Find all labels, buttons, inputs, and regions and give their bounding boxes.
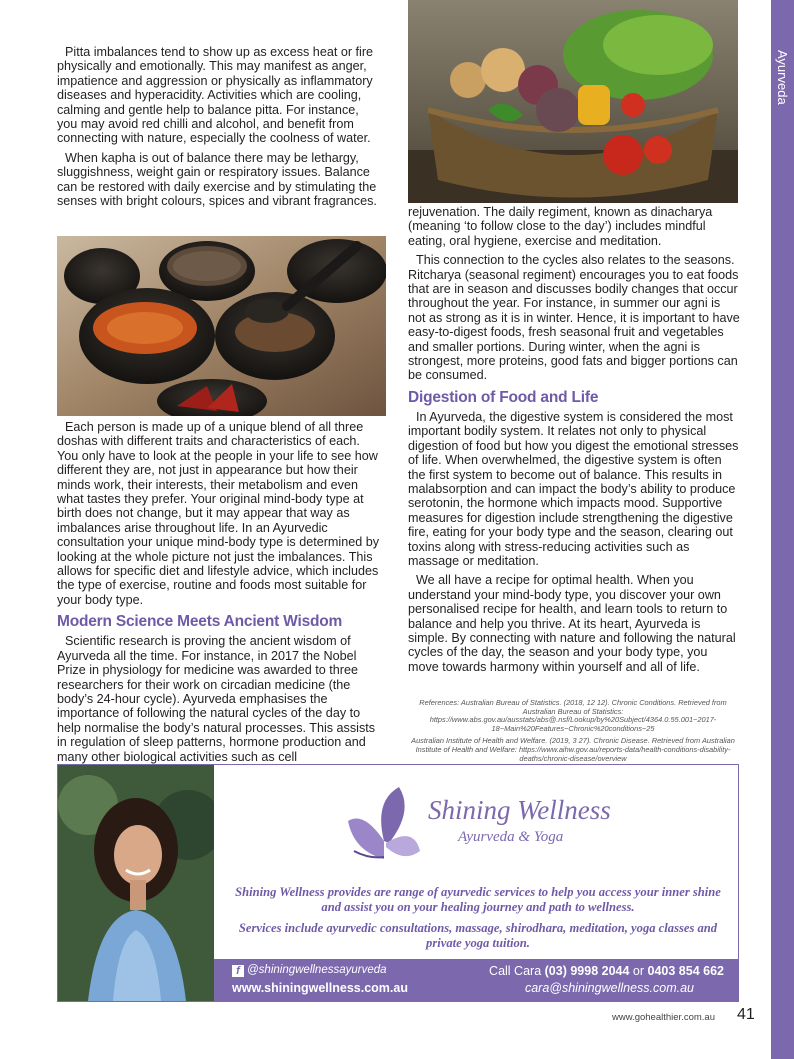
call-label: Call Cara (489, 964, 542, 978)
advertisement (57, 764, 739, 1002)
paragraph: Each person is made up of a unique blend of all three doshas with different traits and characteristics of each. You only have to look at the people in your life to see how different they are, not just in appearance but how their minds work, their interests, their metabolism and even what tastes they prefer. Your original mind-body type at birth does not change, but it may appear that way as imbalances arise throughout life. In an Ayurvedic consultation your unique mind-body type is determined by looking at the whole picture not just the imbalances. This allows for specific diet and lifestyle advice, which includes the type of exercise, routine and foods most suitable for your body type. (57, 420, 380, 607)
portrait-photo (58, 765, 214, 1001)
left-column-bottom (57, 420, 382, 769)
website-link[interactable]: www.shiningwellness.com.au (232, 981, 408, 995)
paragraph: Scientific research is proving the ancient wisdom of Ayurveda all the time. For instance, in 2017 the Nobel Prize in physiology for medicine was awarded to three researchers for their work on circadian medicine (the body’s 24-hour cycle). Ayurveda emphasises the importance of following the natural cycles of the day to help normalise the body’s natural processes. This assists in regulation of sleep patterns, hormone production and many other biological activities such as cell (57, 634, 376, 764)
mobile-number[interactable]: 0403 854 662 (647, 964, 724, 978)
vegetables-photo (408, 0, 738, 203)
ad-contact-bar (214, 959, 738, 1001)
section-heading: Modern Science Meets Ancient Wisdom (57, 613, 343, 631)
paragraph: rejuvenation. The daily regiment, known as dinacharya (meaning ‘to follow close to the day’) includes mindful eating, oral hygiene, exercise and meditation. (408, 205, 713, 248)
right-column (408, 205, 740, 679)
spices-photo (57, 236, 386, 416)
page-number: 41 (737, 1006, 755, 1023)
section-heading: Digestion of Food and Life (408, 388, 599, 406)
left-column-top (57, 45, 377, 213)
ad-services: Services include ayurvedic consultations, massage, shirodhara, meditation, yoga classes and private yoga tuition. (238, 921, 718, 950)
or-label: or (632, 964, 645, 978)
phone-number[interactable]: (03) 9998 2044 (544, 964, 630, 978)
paragraph: We all have a recipe for optimal health. When you understand your mind-body type, you discover your own personalised recipe for health, and learn tools to return to balance and help you thrive. At its heart, Ayurveda is simple. By connecting with nature and following the natural cycles of the day, the season and your body type, you move towards harmony within yourself and all of life. (408, 573, 736, 674)
facebook-icon: f (232, 965, 244, 977)
section-tab-label: Ayurveda (775, 50, 790, 105)
email-link[interactable]: cara@shiningwellness.com.au (524, 981, 694, 995)
ad-description: Shining Wellness provides are range of ayurvedic services to help you access your inner shine and assist you on your healing journey and path to wellness. (235, 885, 721, 914)
reference-item: Australian Institute of Health and Welfare. (2019, 3 27). Chronic Disease. Retrieved from Australian Institute of Health and Welfare: https://www.aihw.gov.au/reports-data/health-conditions-disability-deaths/chronic-disease/overview (411, 736, 735, 763)
facebook-handle: @shiningwellnessayurveda (247, 964, 387, 976)
paragraph: This connection to the cycles also relates to the seasons. Ritcharya (seasonal regiment) encourages you to eat foods that are in season and discusses bodily changes that occur throughout the year. For instance, in summer our agni is not as strong as it is in winter. Hence, it is important to have easy-to-digest foods, fresh seasonal fruit and vegetables and smaller portions. During winter, when the agni is strongest, more proteins, good fats and bigger portions can be consumed. (408, 253, 740, 383)
references (408, 699, 738, 767)
brand-tagline: Ayurveda & Yoga (458, 829, 564, 845)
brand-name: Shining Wellness (428, 795, 611, 825)
vegetables-illustration (408, 0, 738, 203)
phone-contact (489, 964, 724, 978)
footer-url[interactable]: www.gohealthier.com.au (612, 1012, 715, 1023)
portrait-illustration (58, 765, 214, 1001)
section-tab (771, 0, 794, 1059)
paragraph: Pitta imbalances tend to show up as excess heat or fire physically and emotionally. This may manifest as anger, impatience and aggression or physically as inflammatory diseases and hyperacidity. Activities which are cooling, calming and gentle help to balance pitta. For instance, you may avoid red chilli and alcohol, and benefit from connecting with nature, especially the coolness of water. (57, 45, 374, 146)
spices-illustration (57, 236, 386, 416)
butterfly-icon (344, 781, 424, 867)
facebook-link[interactable] (232, 964, 387, 977)
brand-logo (344, 781, 424, 867)
reference-item: References: Australian Bureau of Statistics. (2018, 12 12). Chronic Conditions. Retrieved from Australian Bureau of Statistics: https://www.abs.gov.au/ausstats/abs@.nsf/Lookup/by%20Subject/4364.0.55.001~2017-18~Main%20Features~Chronic%20conditions~25 (419, 698, 727, 733)
paragraph: When kapha is out of balance there may be lethargy, sluggishness, weight gain or respiratory issues. Balance can be restored with daily exercise and by stimulating the senses with bright colours, spices and vibrant fragrances. (57, 150, 377, 209)
paragraph: In Ayurveda, the digestive system is considered the most important bodily system. It relates not only to physical digestion of food but how you digest the emotional stresses of life. When overwhelmed, the digestive system is often the first system to become out of balance. This results in malabsorption and can impact the body’s ability to produce serotonin, the hormone which impacts mood. Supportive measures for digestion include strengthening the digestive fire, eating for your body type and the season, clearing out toxins along with stress-reducing activities such as massage or meditation. (408, 409, 739, 568)
